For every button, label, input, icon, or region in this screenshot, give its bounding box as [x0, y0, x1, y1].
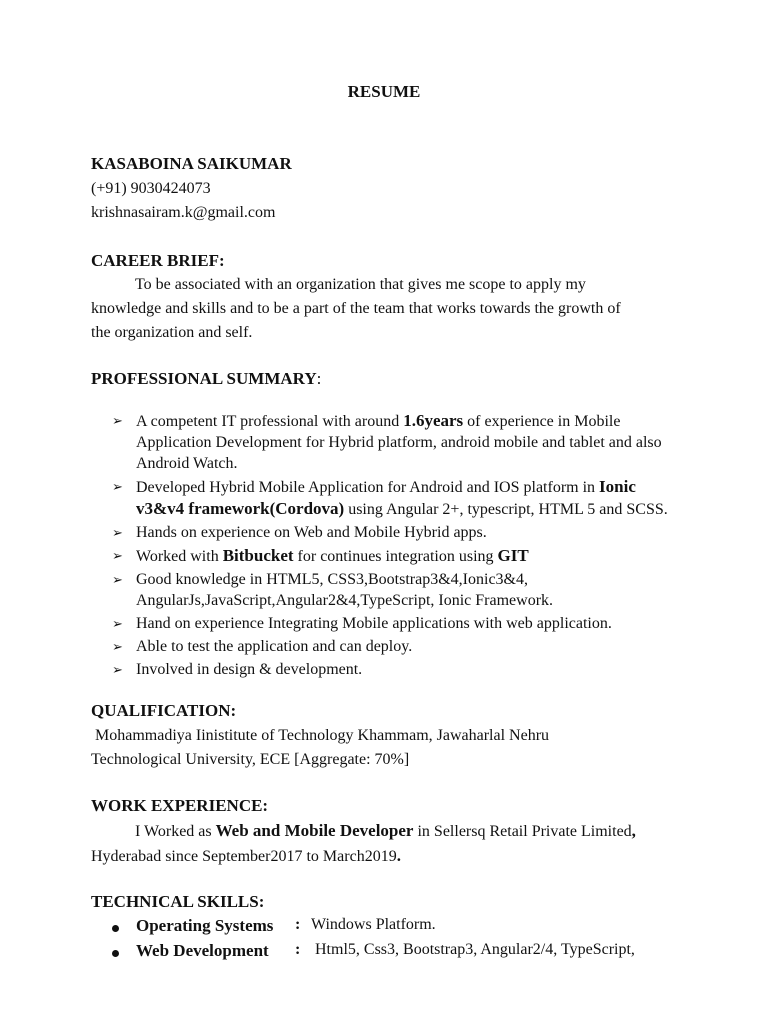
skill-colon: : [295, 941, 301, 958]
professional-summary-title: PROFESSIONAL SUMMARY [91, 369, 317, 388]
resume-title: RESUME [347, 82, 421, 101]
career-brief-line-2: knowledge and skills and to be a part of the team that works towards the growth of [91, 300, 621, 317]
list-item: ➢ Hand on experience Integrating Mobile applications with web application. [112, 615, 612, 632]
skill-label: Operating Systems [136, 916, 274, 935]
skill-value: Html5, Css3, Bootstrap3, Angular2/4, TypeScript, [315, 941, 635, 958]
list-item: ➢ Developed Hybrid Mobile Application for Android and IOS platform in Ionic v3&v4 framework(Cordova) using Angular 2+, typescript, HTML 5 and SCSS. [112, 477, 668, 518]
job-role: Web and Mobile Developer [215, 821, 414, 840]
email-address: krishnasairam.k@gmail.com [91, 204, 276, 221]
arrow-bullet-icon: ➢ [112, 525, 123, 540]
arrow-bullet-icon: ➢ [112, 639, 123, 654]
professional-summary-heading [91, 369, 321, 389]
bullet-dot-icon [112, 925, 119, 932]
arrow-bullet-icon: ➢ [112, 662, 123, 677]
technical-skills-heading: TECHNICAL SKILLS: [91, 892, 265, 911]
list-item: ➢ Worked with Bitbucket for continues integration using GIT [112, 546, 529, 565]
candidate-name: KASABOINA SAIKUMAR [91, 154, 292, 173]
professional-summary-list [112, 410, 687, 682]
list-item: ➢ Hands on experience on Web and Mobile Hybrid apps. [112, 524, 487, 541]
qualification-line-1: Mohammadiya Iinistitute of Technology Khammam, Jawaharlal Nehru [95, 727, 550, 744]
work-experience-line-2: Hyderabad since September2017 to March2019. [91, 846, 401, 865]
work-experience-line-1: I Worked as Web and Mobile Developer in Sellersq Retail Private Limited, [135, 821, 636, 840]
career-brief-line-1: To be associated with an organization that gives me scope to apply my [135, 276, 586, 293]
qualification-line-2: Technological University, ECE [Aggregate: 70%] [91, 751, 410, 768]
bullet-dot-icon [112, 950, 119, 957]
phone-number: (+91) 9030424073 [91, 180, 211, 197]
list-item: ➢ Good knowledge in HTML5, CSS3,Bootstrap3&4,Ionic3&4, AngularJs,JavaScript,Angular2&4,TypeScript, Ionic Framework. [112, 571, 554, 609]
career-brief-heading: CAREER BRIEF: [91, 251, 225, 270]
work-experience-heading: WORK EXPERIENCE: [91, 796, 269, 815]
list-item: ➢ A competent IT professional with around 1.6years of experience in Mobile Application Development for Hybrid platform, android mobile and tablet and also Android Watch. [112, 411, 662, 472]
skill-value: Windows Platform. [311, 916, 436, 933]
arrow-bullet-icon: ➢ [112, 616, 123, 631]
arrow-bullet-icon: ➢ [112, 572, 123, 587]
arrow-bullet-icon: ➢ [112, 413, 123, 428]
professional-summary-colon: : [316, 369, 322, 388]
arrow-bullet-icon: ➢ [112, 548, 123, 563]
skill-label: Web Development [136, 941, 269, 960]
career-brief-line-3: the organization and self. [91, 324, 253, 341]
arrow-bullet-icon: ➢ [112, 479, 123, 494]
list-item: ➢ Involved in design & development. [112, 661, 363, 678]
qualification-heading: QUALIFICATION: [91, 701, 237, 720]
list-item: ➢ Able to test the application and can deploy. [112, 638, 413, 655]
skill-colon: : [295, 916, 301, 933]
